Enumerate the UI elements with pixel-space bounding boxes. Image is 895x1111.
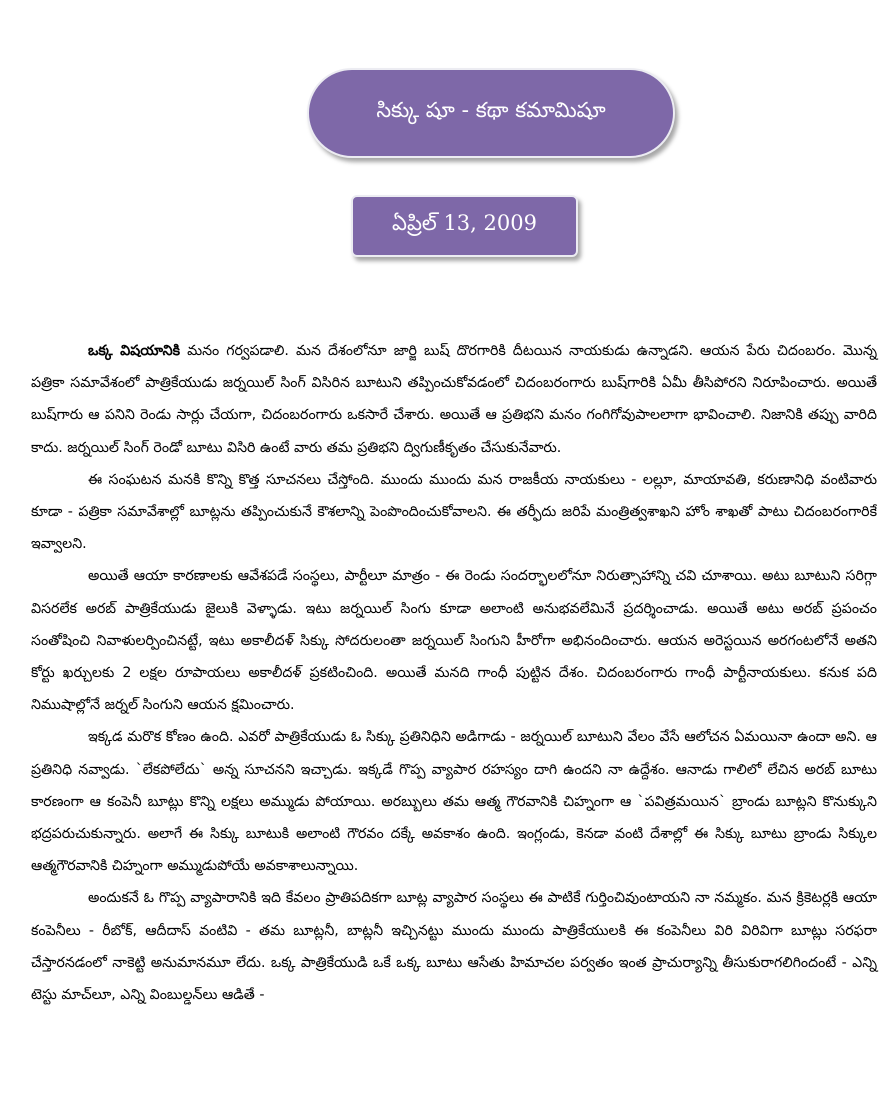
article-paragraph: ఇక్కడ మరొక కోణం ఉంది. ఎవరో పాత్రికేయుడు ఓ సిక్కు ప్రతినిధిని అడిగాడు - జర్నయిల్ బూటుని వేలం వేసే ఆలోచన ఏమయినా ఉందా అని. ఆ ప్రతినిధి నవ్వాడు. `లేకపోలేదు` అన్న సూచనని ఇచ్చాడు. ఇక్కడే గొప్ప వ్యాపార రహస్యం దాగి ఉందని నా ఉద్దేశం. ఆనాడు గాలిలో లేచిన అరబ్ బూటు కారణంగా ఆ కంపెనీ బూట్లు కొన్ని లక్షలు అమ్ముడు పోయాయి. అరబ్బులు తమ ఆత్మ గౌరవానికి చిహ్నంగా ఆ `పవిత్రమయిన` బ్రాండు బూట్లని కొనుక్కుని భద్రపరుచుకున్నారు. అలాగే ఈ సిక్కు బూటుకి అలాంటి గౌరవం దక్కే అవకాశం ఉంది. ఇంగ్లండు, కెనడా వంటి దేశాల్లో ఈ సిక్కు బూటు బ్రాండు సిక్కుల ఆత్మగౌరవానికి చిహ్నంగా అమ్ముడుపోయే అవకాశాలున్నాయి.: [31, 729, 877, 875]
article-paragraph: అయితే ఆయా కారణాలకు ఆవేశపడే సంస్థలు, పార్టీలూ మాత్రం - ఈ రెండు సందర్భాలలోనూ నిరుత్సాహాన్ని చవి చూశాయి. అటు బూటుని సరిగ్గా విసరలేక అరబ్ పాత్రికేయుడు జైలుకి వెళ్ళాడు. ఇటు జర్నయిల్ సింగు కూడా అలాంటి అనుభవలేమినే ప్రదర్శించాడు. అయితే అటు అరబ్ ప్రపంచం సంతోషించి నివాళులర్పించినట్టే, ఇటు అకాలీదళ్ సిక్కు సోదరులంతా జర్నయిల్ సింగుని హీరోగా అభినందించారు. ఆయన అరెస్టయిన అరగంటలోనే అతని కోర్టు ఖర్చులకు 2 లక్షల రూపాయలు అకాలీదళ్ ప్రకటించింది. అయితే మనది గాంధీ పుట్టిన దేశం. చిదంబరంగారు గాంధీ పార్టీనాయకులు. కనుక పది నిముషాల్లోనే జర్నల్ సింగుని ఆయన క్షమించారు.: [31, 568, 877, 714]
post-title: [307, 68, 675, 158]
post-date-text: ఏప్రిల్ 13, 2009: [392, 211, 537, 235]
article-paragraph: ఈ సంఘటన మనకి కొన్ని కొత్త సూచనలు చేస్తోంది. ముందు ముందు మన రాజకీయ నాయకులు - లల్లూ, మాయావతి, కరుణానిధి వంటివారు కూడా - పత్రికా సమావేశాల్లో బూట్లను తప్పించుకునే కౌశలాన్ని పెంపొందించుకోవాలని. ఈ తర్ఫీదు జరిపే మంత్రిత్వశాఖని హోం శాఖతో పాటు చిదంబరంగారికే ఇవ్వాలని.: [31, 471, 877, 553]
paragraph-text: మనం గర్వపడాలి. మన దేశంలోనూ జార్జి బుష్ దొరగారికి దీటయిన నాయకుడు ఉన్నాడని. ఆయన పేరు చిదంబరం. మొన్న పత్రికా సమావేశంలో పాత్రికేయుడు జర్నయిల్ సింగ్ విసిరిన బూటుని తప్పించుకోవడంలో చిదంబరంగారు బుష్‌గారికి ఏమీ తీసిపోరని నిరూపించారు. అయితే బుష్‌గారు ఆ పనిని రెండు సార్లు చేయగా, చిదంబరంగారు ఒకసారే చేశారు. అయితే ఆ ప్రతిభని మనం గంగిగోవుపాలలాగా భావించాలి. నిజానికి తప్పు వారిది కాదు. జర్నయిల్ సింగ్ రెండో బూటు విసిరి ఉంటే వారు తమ ప్రతిభని ద్విగుణీకృతం చేసుకునేవారు.: [31, 343, 878, 456]
article-body: [31, 335, 877, 1011]
article-paragraph: [31, 335, 877, 464]
post-title-text: సిక్కు షూ - కథా కమామిషూ: [376, 98, 606, 122]
lead-bold-text: ఒక్క విషయానికి: [88, 343, 181, 359]
post-date: [351, 195, 578, 257]
article-paragraph: అందుకనే ఓ గొప్ప వ్యాపారానికి ఇది కేవలం ప్రాతిపదికగా బూట్ల వ్యాపార సంస్థలు ఈ పాటికే గుర్తించివుంటాయని నా నమ్మకం. మన క్రికెటర్లకి ఆయా కంపెనీలు - రీబోక్, ఆదీదాస్ వంటివి - తమ బూట్లనీ, బాట్లనీ ఇచ్చినట్టు ముందు ముందు పాత్రికేయులకి ఈ కంపెనీలు విరి విరివిగా బూట్లు సరఫరా చేస్తారనడంలో నాకెట్టి అనుమానమూ లేదు. ఒక్క పాత్రికేయుడి ఒకే ఒక్క బూటు ఆసేతు హిమాచల పర్వతం ఇంత ప్రాచుర్యాన్ని తీసుకురాగలిగిందంటే - ఎన్ని టెస్టు మాచ్‌లూ, ఎన్ని వింబుల్డన్‌లు ఆడితే -: [31, 890, 877, 1004]
